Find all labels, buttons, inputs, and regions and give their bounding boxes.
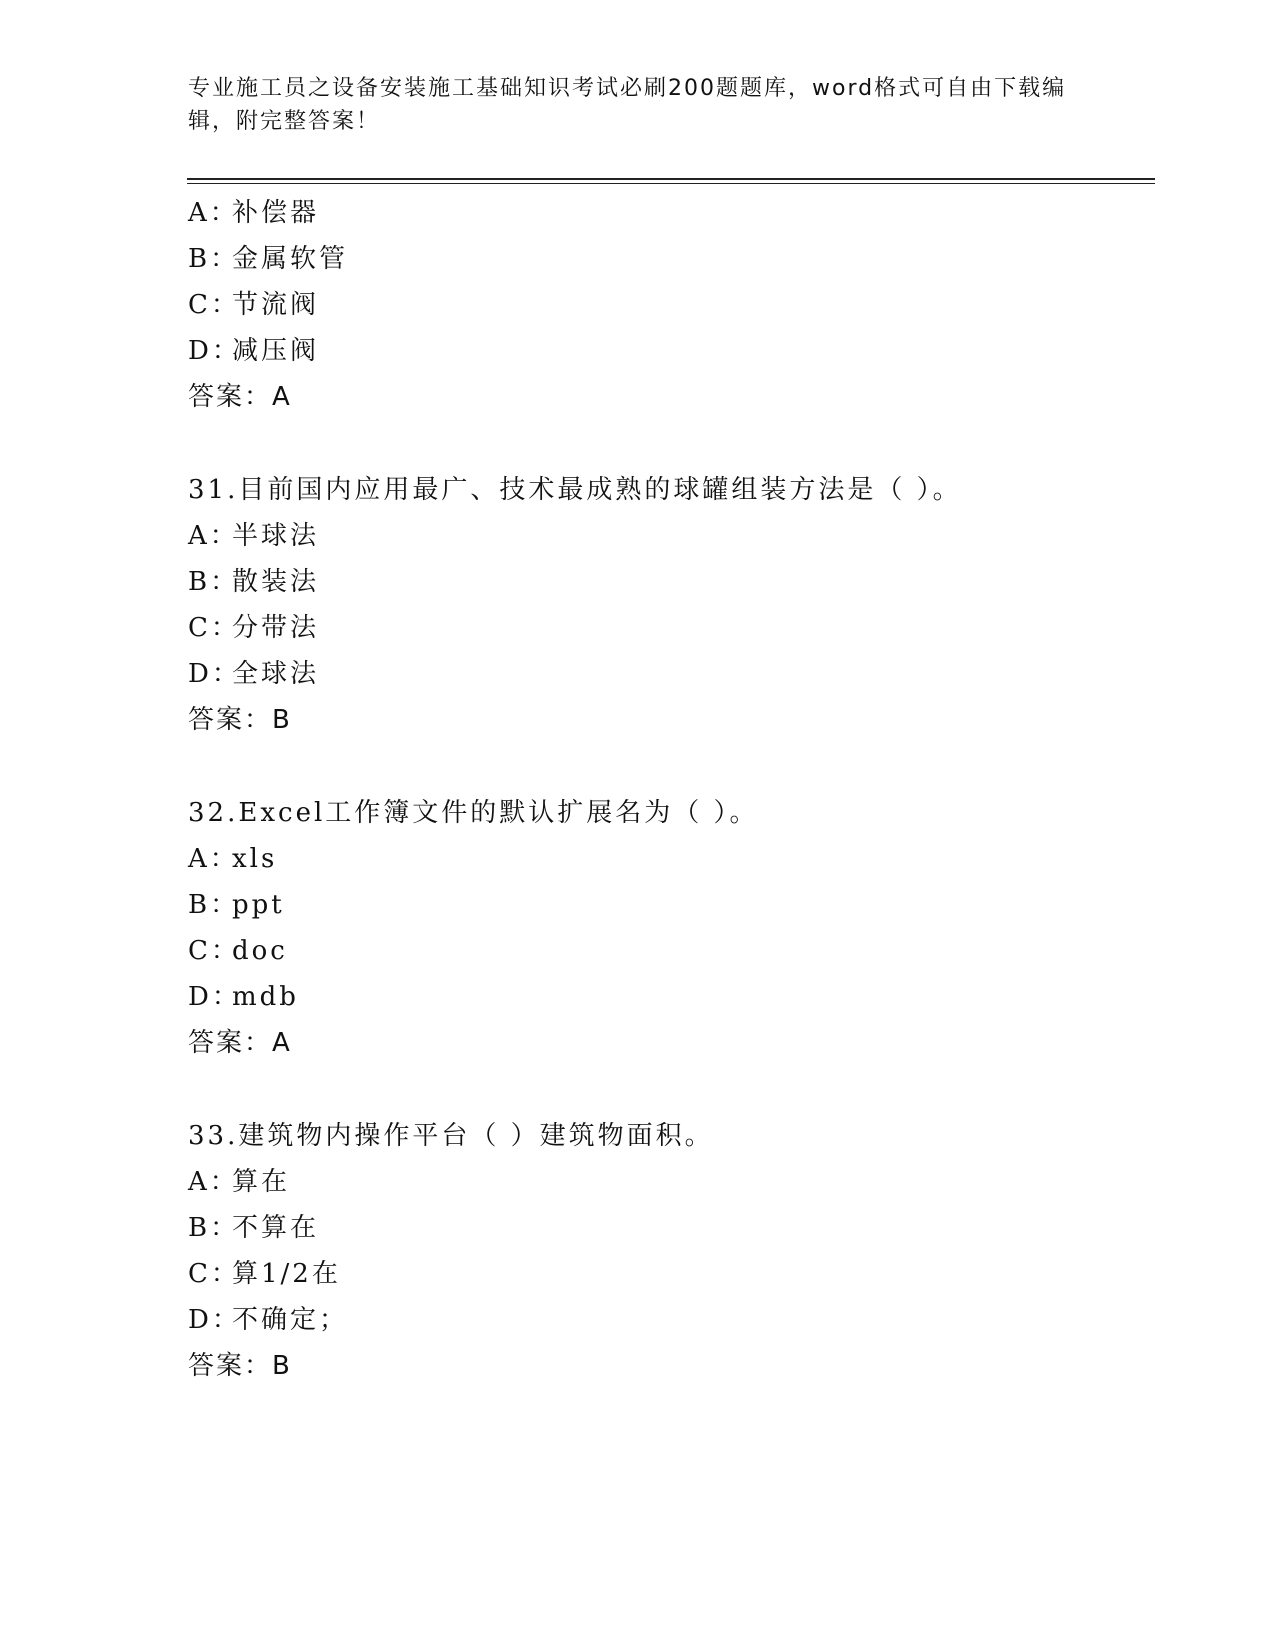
- question-stem: 33.建筑物内操作平台（ ）建筑物面积。: [188, 1121, 714, 1151]
- question-block-33: [188, 1113, 1148, 1389]
- option-d: D：不确定；: [188, 1305, 349, 1335]
- option-c: C：doc: [188, 936, 288, 966]
- option-b: B：不算在: [188, 1213, 320, 1243]
- option-c: C：节流阀: [188, 290, 320, 320]
- option-b: B：金属软管: [188, 244, 349, 274]
- question-block-partial: [188, 190, 1148, 420]
- question-list: [188, 190, 1148, 1436]
- option-c: C：分带法: [188, 613, 320, 643]
- answer-line: 答案：B: [188, 705, 292, 735]
- option-a: A：半球法: [188, 521, 320, 551]
- option-a: A：算在: [188, 1167, 291, 1197]
- document-header: [188, 72, 1088, 138]
- header-divider-thin: [187, 183, 1155, 184]
- option-a: A：xls: [188, 844, 278, 874]
- option-c: C：算1/2在: [188, 1259, 341, 1289]
- question-block-32: [188, 790, 1148, 1066]
- answer-line: 答案：A: [188, 382, 292, 412]
- option-d: D：全球法: [188, 659, 320, 689]
- document-title: 专业施工员之设备安装施工基础知识考试必刷200题题库，word格式可自由下载编辑，附完整答案！: [188, 76, 1067, 134]
- option-a: A：补偿器: [188, 198, 320, 228]
- question-block-31: [188, 467, 1148, 743]
- answer-line: 答案：A: [188, 1028, 292, 1058]
- question-stem: 31.目前国内应用最广、技术最成熟的球罐组装方法是（ ）。: [188, 475, 962, 505]
- option-d: D：减压阀: [188, 336, 320, 366]
- option-b: B：散装法: [188, 567, 320, 597]
- option-b: B：ppt: [188, 890, 285, 920]
- question-stem: 32.Excel工作簿文件的默认扩展名为（ ）。: [188, 798, 759, 828]
- answer-line: 答案：B: [188, 1351, 292, 1381]
- header-divider: [187, 178, 1155, 180]
- option-d: D：mdb: [188, 982, 299, 1012]
